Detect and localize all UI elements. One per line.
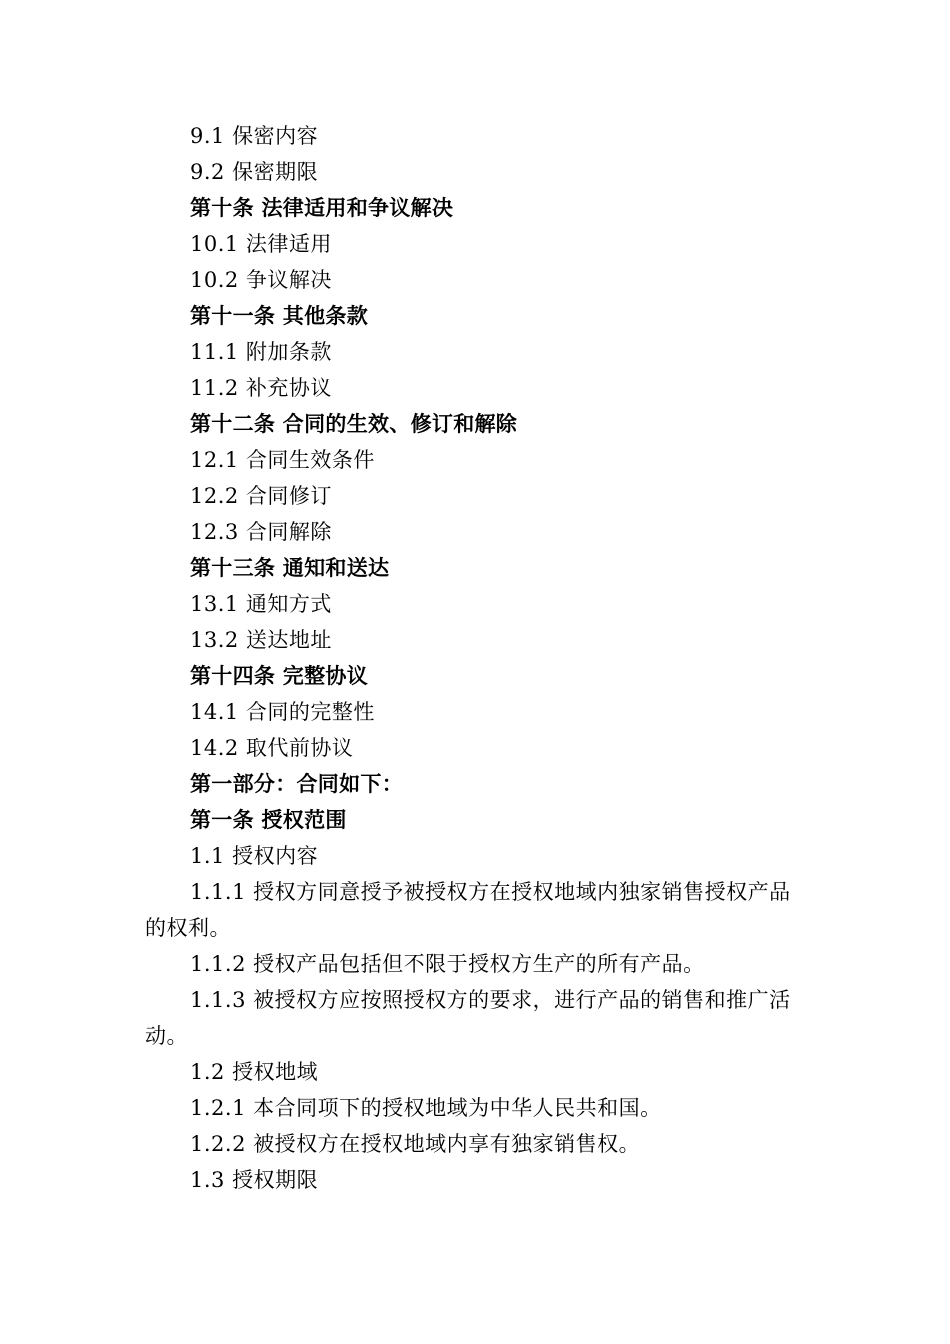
clause-11-2: 11.2 补充协议 — [190, 376, 332, 400]
clause-12-3: 12.3 合同解除 — [190, 520, 332, 544]
clause-13-2: 13.2 送达地址 — [190, 628, 332, 652]
clause-1-1-2: 1.1.2 授权产品包括但不限于授权方生产的所有产品。 — [190, 952, 705, 976]
clause-13-1: 13.1 通知方式 — [190, 592, 332, 616]
article-11-heading: 第十一条 其他条款 — [190, 304, 369, 328]
clause-1-1: 1.1 授权内容 — [190, 844, 319, 868]
clause-9-2: 9.2 保密期限 — [190, 160, 319, 184]
clause-1-1-1: 1.1.1 授权方同意授予被授权方在授权地域内独家销售授权产品的权利。 — [145, 880, 791, 940]
clause-12-1: 12.1 合同生效条件 — [190, 448, 375, 472]
clause-14-1: 14.1 合同的完整性 — [190, 700, 375, 724]
clause-1-3: 1.3 授权期限 — [190, 1168, 319, 1192]
clause-1-2-2: 1.2.2 被授权方在授权地域内享有独家销售权。 — [190, 1132, 641, 1156]
clause-10-2: 10.2 争议解决 — [190, 268, 332, 292]
article-1-heading: 第一条 授权范围 — [190, 808, 347, 832]
article-12-heading: 第十二条 合同的生效、修订和解除 — [190, 412, 518, 436]
clause-1-2: 1.2 授权地域 — [190, 1060, 319, 1084]
article-13-heading: 第十三条 通知和送达 — [190, 556, 390, 580]
clause-10-1: 10.1 法律适用 — [190, 232, 332, 256]
article-14-heading: 第十四条 完整协议 — [190, 664, 369, 688]
clause-11-1: 11.1 附加条款 — [190, 340, 332, 364]
document-body — [145, 118, 810, 1198]
clause-12-2: 12.2 合同修订 — [190, 484, 332, 508]
article-10-heading: 第十条 法律适用和争议解决 — [190, 196, 454, 220]
clause-14-2: 14.2 取代前协议 — [190, 736, 354, 760]
clause-9-1: 9.1 保密内容 — [190, 124, 319, 148]
clause-1-2-1: 1.2.1 本合同项下的授权地域为中华人民共和国。 — [190, 1096, 662, 1120]
clause-1-1-3: 1.1.3 被授权方应按照授权方的要求，进行产品的销售和推广活动。 — [145, 988, 791, 1048]
part-one-heading: 第一部分：合同如下： — [190, 772, 403, 796]
